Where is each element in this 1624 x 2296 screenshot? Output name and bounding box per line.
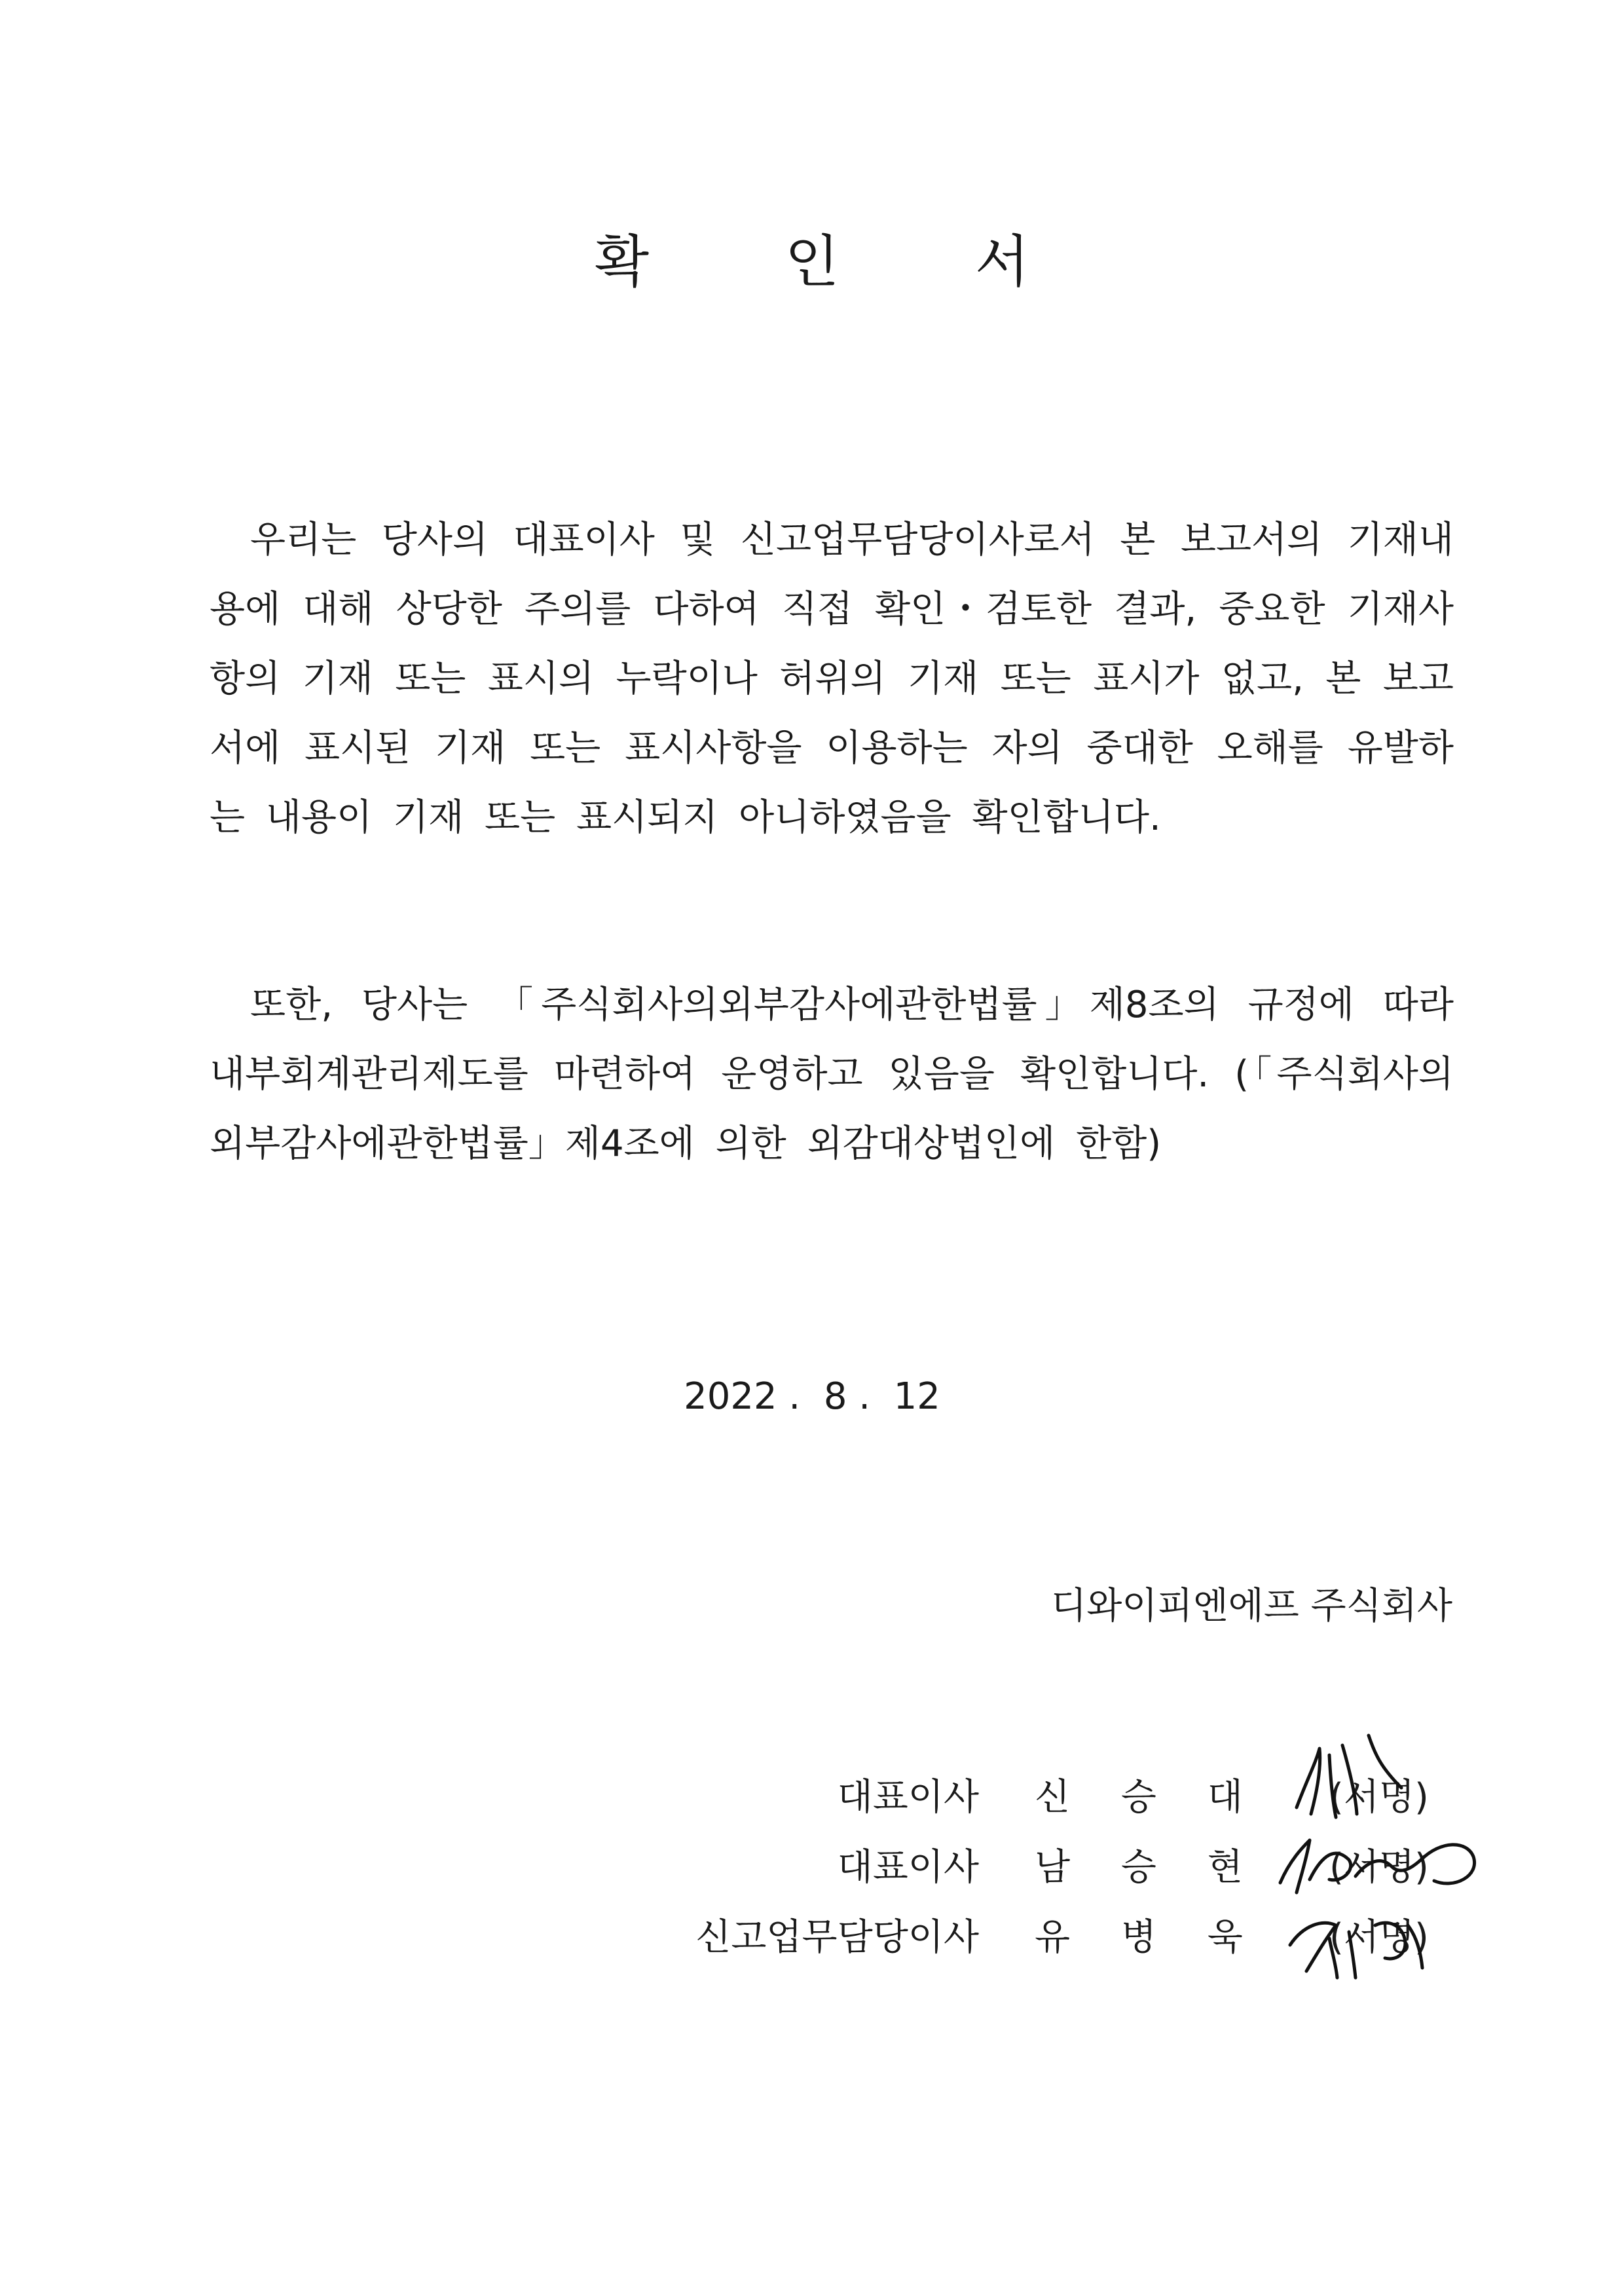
signer-row (0, 1838, 1624, 1904)
signer-title: 대표이사 (837, 1846, 979, 1889)
paragraph-internal-control: 또한, 당사는 「주식회사의외부감사에관한법률」제8조의 규정에 따라 내부회계관리제도를 마련하여 운영하고 있음을 확인합니다. (「주식회사의외부감사에관한법률」제4조에 의한 외감대상법인에 한함) (210, 984, 1454, 1165)
signer-name: 신 승 대 (1035, 1776, 1263, 1819)
signer-title: 대표이사 (837, 1776, 979, 1819)
signer-name: 남 승 현 (1035, 1846, 1263, 1889)
document-date: 2022 . 8 . 12 (684, 1375, 940, 1418)
signer-title: 신고업무담당이사 (695, 1916, 979, 1959)
paragraph-confirmation: 우리는 당사의 대표이사 및 신고업무담당이사로서 본 보고서의 기재내용에 대해 상당한 주의를 다하여 직접 확인・검토한 결과, 중요한 기재사항의 기재 또는 표시의 누락이나 허위의 기재 또는 표시가 없고, 본 보고서에 표시된 기재 또는 표시사항을 이용하는 자의 중대한 오해를 유발하는 내용이 기재 또는 표시되지 아니하였음을 확인합니다. (210, 519, 1454, 839)
signature-label: (서명) (1329, 1776, 1429, 1819)
document-title: 확 인 서 (595, 229, 1088, 295)
signer-row (0, 1768, 1624, 1834)
signature-label: (서명) (1329, 1846, 1429, 1889)
company-name: 디와이피엔에프 주식회사 (1051, 1585, 1452, 1627)
signer-row (0, 1908, 1624, 1974)
signer-name: 유 병 욱 (1035, 1916, 1263, 1959)
signer-list (0, 1768, 1624, 1991)
signature-label: (서명) (1329, 1916, 1429, 1959)
